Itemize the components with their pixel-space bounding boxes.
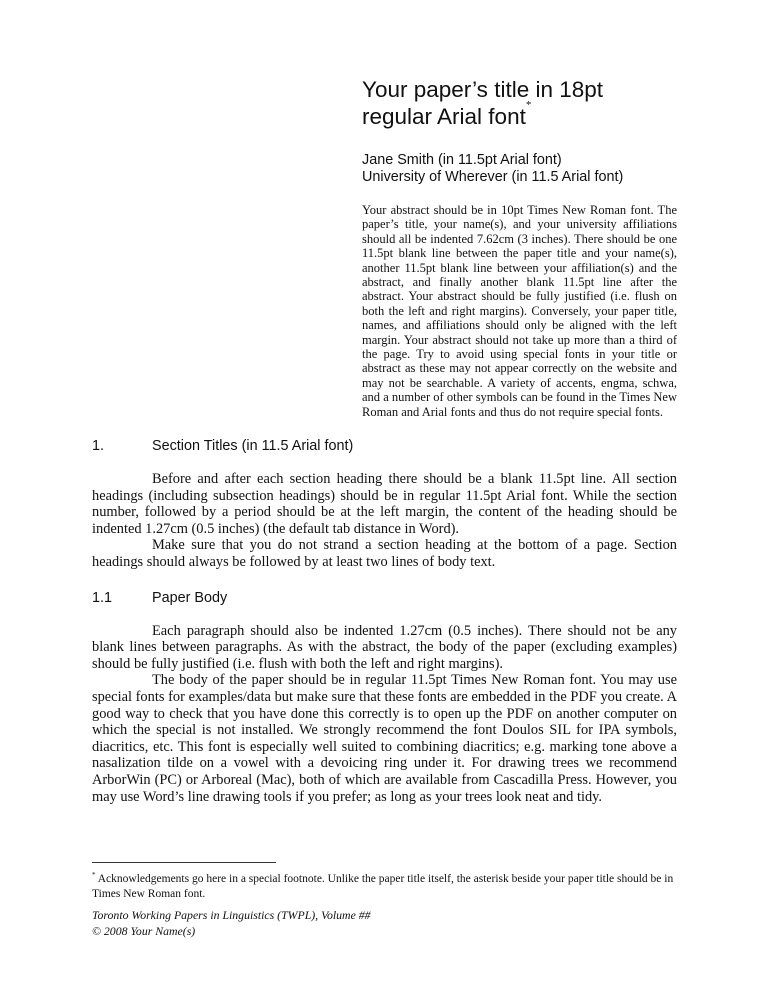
title-text: Your paper’s title in 18pt regular Arial font [362, 77, 604, 129]
page-content [92, 76, 677, 805]
journal-info [92, 907, 677, 939]
section-1-body [92, 471, 677, 571]
section-heading-1-1 [92, 590, 677, 607]
section-1-1-body [92, 623, 677, 806]
section-title: Section Titles (in 11.5 Arial font) [152, 438, 354, 455]
paper-title [362, 76, 677, 130]
copyright: © 2008 Your Name(s) [92, 924, 196, 938]
author-block [362, 152, 677, 185]
author-name: Jane Smith (in 11.5pt Arial font) [362, 152, 562, 168]
paragraph: Make sure that you do not strand a section heading at the bottom of a page. Section headings should always be followed by at least two lines of body text. [92, 537, 677, 571]
footnote-separator [92, 862, 276, 863]
abstract: Your abstract should be in 10pt Times New Roman font. The paper’s title, your name(s), and your university affiliations should all be indented 7.62cm (3 inches). There should be one 11.5pt blank line between the paper title and your name(s), another 11.5pt blank line between your affiliation(s) and the abstract, and finally another blank 11.5pt line after the abstract. Your abstract should be fully justified (i.e. flush on both the left and right margins). Conversely, your paper title, names, and affiliations should only be aligned with the left margin. Your abstract should not take up more than a third of the page. Try to avoid using special fonts in your title or abstract as these may not appear correctly on the website and may not be searchable. A variety of accents, engma, schwa, and a number of other symbols can be found in the Times New Roman and Arial fonts and thus do not require special fonts. [362, 203, 677, 419]
section-title: Paper Body [152, 589, 228, 606]
paragraph: Before and after each section heading there should be a blank 11.5pt line. All section headings (including subsection headings) should be in regular 11.5pt Arial font. While the section number, followed by a period should be at the left margin, the content of the heading should be indented 1.27cm (0.5 inches) (the default tab distance in Word). [92, 471, 677, 537]
footnote-area [92, 862, 677, 939]
footnote-mark: * [92, 871, 96, 880]
paragraph: Each paragraph should also be indented 1.27cm (0.5 inches). There should not be any blank lines between paragraphs. As with the abstract, the body of the paper (excluding examples) should be fully justified (i.e. flush with both the left and right margins). [92, 622, 677, 672]
footnote-text: Acknowledgements go here in a special footnote. Unlike the paper title itself, the asterisk beside your paper title should be in Times New Roman font. [92, 873, 674, 900]
footnote [92, 872, 677, 901]
section-heading-1 [92, 438, 677, 455]
journal-name: Toronto Working Papers in Linguistics (TWPL), Volume ## [92, 908, 371, 922]
paragraph: The body of the paper should be in regular 11.5pt Times New Roman font. You may use special fonts for examples/data but make sure that these fonts are embedded in the PDF you create. A good way to check that you have done this correctly is to open up the PDF on another computer on which the special is not installed. We strongly recommend the font Doulos SIL for IPA symbols, diacritics, etc. This font is especially well suited to combining diacritics; e.g. marking tone above a nasalization tilde on a vowel with a devoicing ring under it. For drawing trees we recommend ArborWin (PC) or Arboreal (Mac), both of which are available from Cascadilla Press. However, you may use Word’s line drawing tools if you prefer; as long as your trees look neat and tidy. [92, 672, 677, 805]
footnote-mark: * [525, 99, 532, 111]
section-number: 1. [92, 438, 105, 455]
author-affiliation: University of Wherever (in 11.5 Arial font) [362, 168, 624, 185]
section-number: 1.1 [92, 589, 113, 606]
